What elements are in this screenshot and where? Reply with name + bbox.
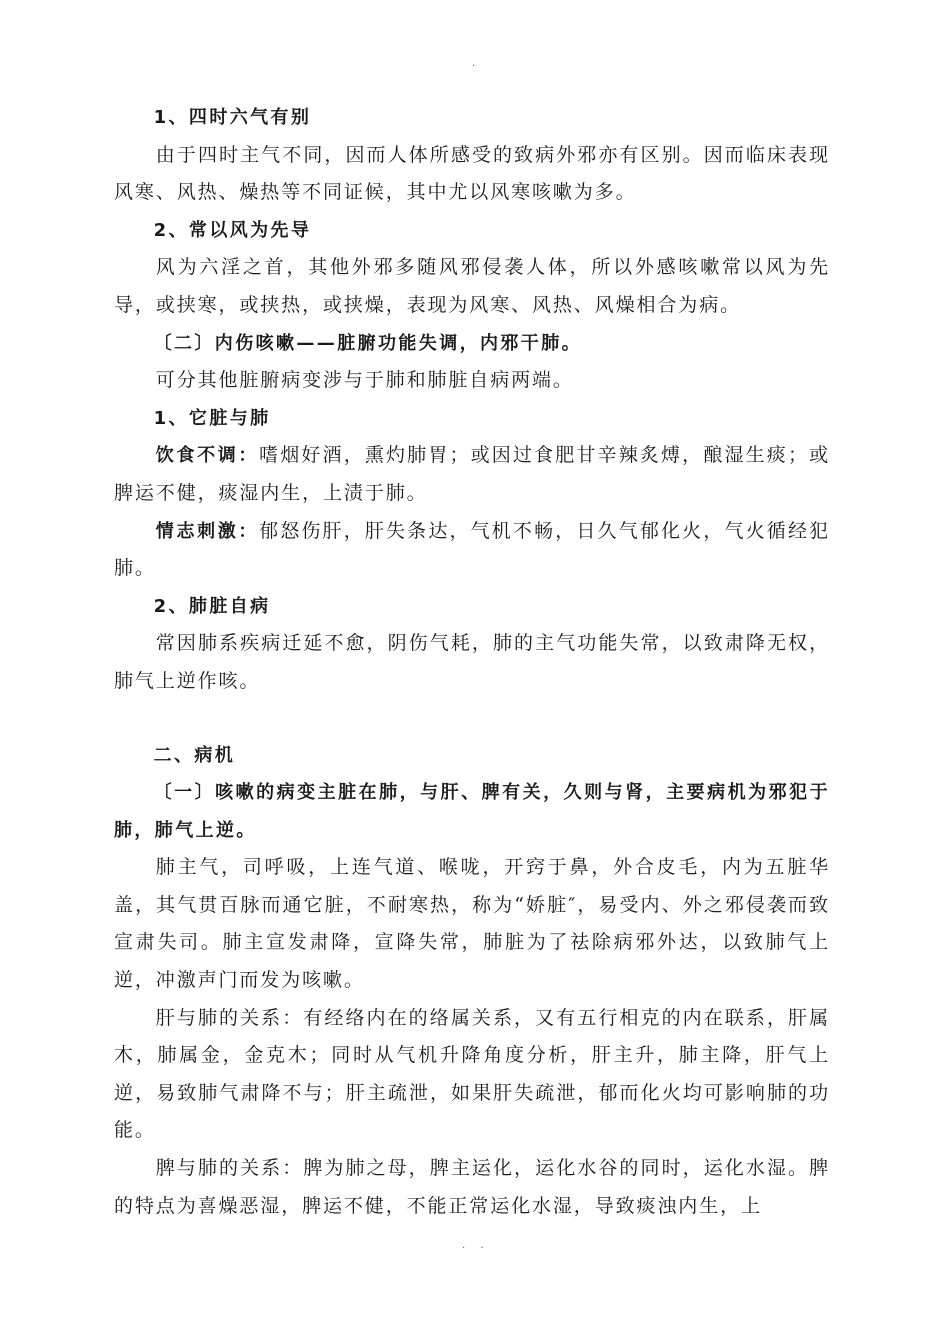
- paragraph: 风为六淫之首，其他外邪多随风邪侵袭人体，所以外感咳嗽常以风为先导，或挟寒，或挟热，或挟燥，表现为风寒、风热、风燥相合为病。: [114, 256, 830, 316]
- paragraph-text: 嗜烟好酒，熏灼肺胃；或因过食肥甘辛辣炙煿，酿湿生痰；或脾运不健，痰湿内生，上渍于肺。: [114, 444, 830, 504]
- paragraph: 脾与肺的关系：脾为肺之母，脾主运化，运化水谷的同时，运化水湿。脾的特点为喜燥恶湿，脾运不健，不能正常运化水湿，导致痰浊内生，上: [114, 1157, 830, 1217]
- paragraph: [114, 513, 830, 588]
- chapter-heading: 二、病机: [153, 744, 236, 766]
- paragraph: 常因肺系疾病迁延不愈，阴伤气耗，肺的主气功能失常，以致肃降无权，肺气上逆作咳。: [114, 632, 830, 692]
- paragraph-lead: 饮食不调：: [155, 445, 260, 467]
- section-heading: 〔二〕内伤咳嗽——脏腑功能失调，内邪干肺。: [153, 332, 582, 354]
- section-heading: 〔一〕咳嗽的病变主脏在肺，与肝、脾有关，久则与肾，主要病机为邪犯于肺，肺气上逆。: [114, 782, 830, 841]
- paragraph: 肝与肺的关系：有经络内在的络属关系，又有五行相克的内在联系，肝属木，肺属金，金克木；同时从气机升降角度分析，肝主升，肺主降，肝气上逆，易致肺气肃降不与；肝主疏泄，如果肝失疏泄，郁而化火均可影响肺的功能。: [114, 1006, 830, 1142]
- paragraph: 肺主气，司呼吸，上连气道、喉咙，开窍于鼻，外合皮毛，内为五脏华盖，其气贯百脉而通它脏，不耐寒热，称为“娇脏″，易受内、外之邪侵袭而致宣肃失司。肺主宣发肃降，宣降失常，肺脏为了祛除病邪外达，以致肺气上逆，冲激声门而发为咳嗽。: [114, 856, 830, 992]
- footer-mark: . .: [462, 1240, 490, 1251]
- header-mark: .: [472, 58, 476, 69]
- paragraph-lead: 情志刺激：: [155, 520, 260, 542]
- paragraph: 可分其他脏腑病变涉与于肺和肺脏自病两端。: [155, 369, 574, 392]
- document-body: [114, 99, 830, 1225]
- paragraph: 由于四时主气不同，因而人体所感受的致病外邪亦有区别。因而临床表现风寒、风热、燥热等不同证候，其中尤以风寒咳嗽为多。: [114, 143, 830, 204]
- section-heading: 2、肺脏自病: [153, 595, 271, 617]
- paragraph: [114, 437, 830, 512]
- section-heading: 2、常以风为先导: [153, 219, 312, 241]
- section-heading: 1、它脏与肺: [153, 407, 271, 429]
- section-heading: 1、四时六气有别: [153, 107, 312, 128]
- paragraph-text: 郁怒伤肝，肝失条达，气机不畅，日久气郁化火，气火循经犯肺。: [114, 519, 830, 580]
